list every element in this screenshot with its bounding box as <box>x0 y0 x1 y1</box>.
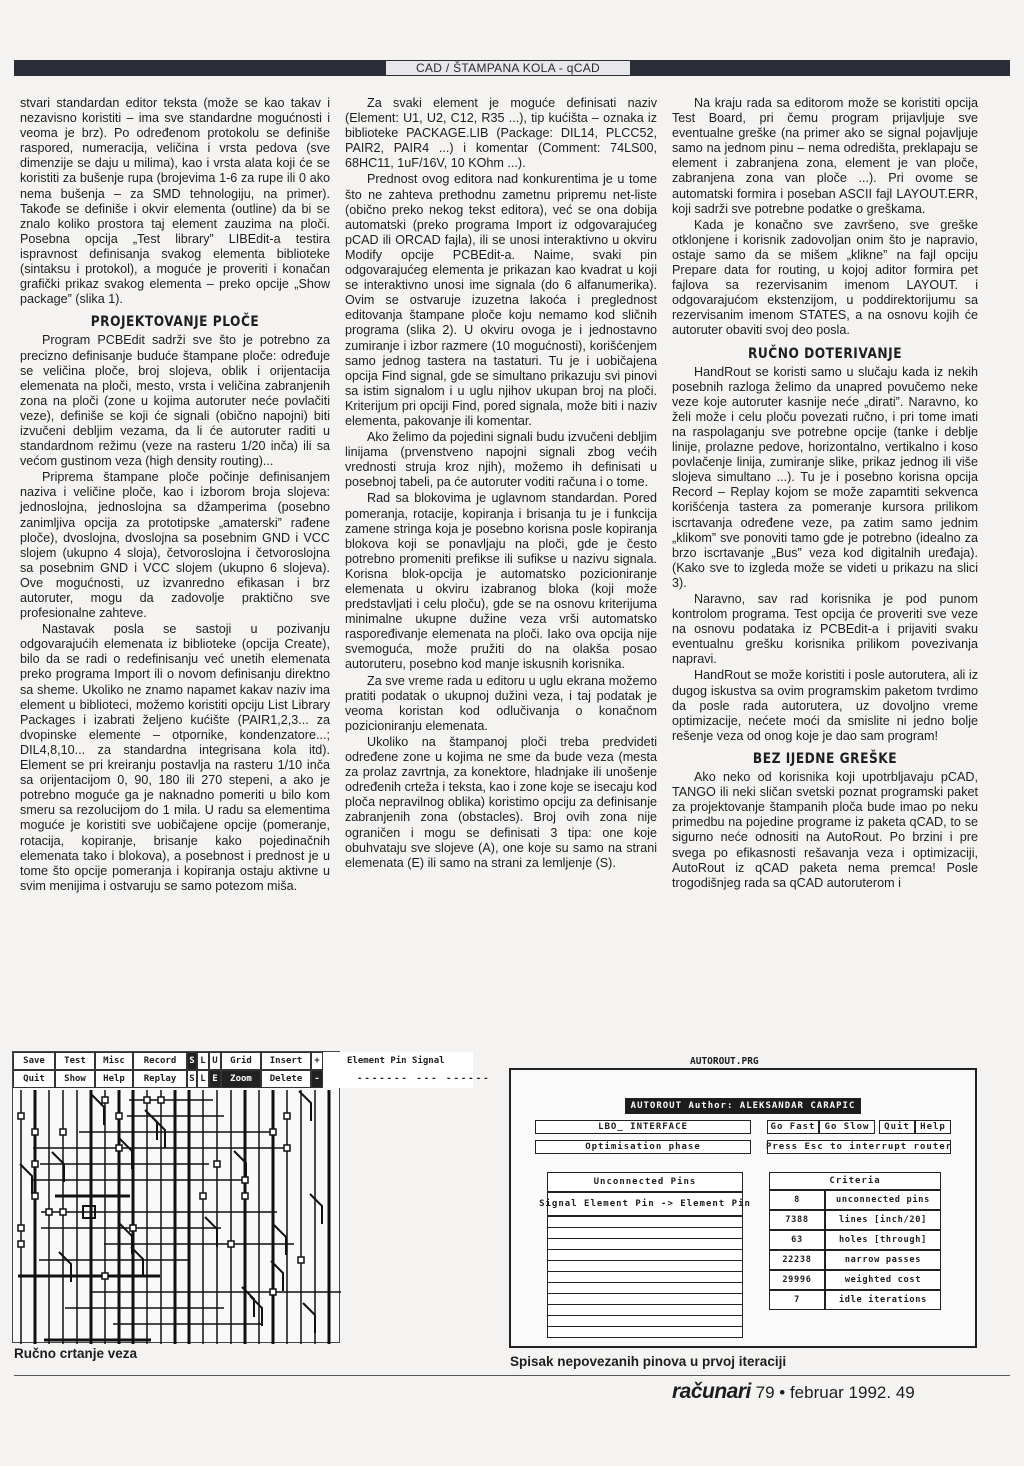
layer-l-toggle[interactable]: L <box>197 1052 209 1070</box>
layer-s-toggle-2[interactable]: S <box>187 1070 197 1088</box>
criteria-label: unconnected pins <box>825 1190 941 1210</box>
criteria-header: Criteria <box>769 1172 941 1190</box>
pad <box>32 1129 38 1135</box>
autorout-title-bar: AUTOROUT Author: ALEKSANDAR CARAPIC <box>625 1098 861 1114</box>
delete-button[interactable]: Delete <box>261 1070 311 1088</box>
paragraph: Na kraju rada sa editorom može se koristiti opcija Test Board, pri čemu program prijavljuje sve eventualne greške (na primer ako se signal pojavljuje samo na jednom pinu – nema odredišta, preklapaju se element i zabranjena zona, element je van ploče, zabranjena zona van ploče ...). Pri ovome se automatski formira i poseban ASCII fajl LAYOUT.ERR, koji sadrži sve potrebne podatke o greškama. <box>672 96 978 216</box>
help-button[interactable]: Help <box>95 1070 133 1088</box>
go-fast-button[interactable]: Go Fast <box>767 1120 819 1134</box>
pad <box>116 1145 122 1151</box>
quit-button[interactable]: Quit <box>13 1070 55 1088</box>
footer-rule <box>14 1375 1010 1376</box>
paragraph: Priprema štampane ploče počinje definisanjem naziva i veličine ploče, kao i izborom broja slojeva: jednoslojna, jednoslojna sa džamperima (posebno zanimljiva opcija za prototipske „amaterski” rađene ploče), dvoslojna, dvoslojna sa posebnim GND i VCC slojem (ukupno 4 sloja), četvoroslojna i četvoroslojna sa posebnim GND i VCC slojem (ukupno 6 slojeva). Ove mogućnosti, uz izvanredno efikasan i brz autoruter, mogu da zadovolje praktično sve profesionalne zahteve. <box>20 470 330 621</box>
pad <box>116 1113 122 1119</box>
pad <box>242 1193 248 1199</box>
pad <box>242 1177 248 1183</box>
pcb-routing-canvas[interactable] <box>13 1090 341 1344</box>
figure-handrout-screen <box>12 1051 491 1343</box>
layer-l-toggle-2[interactable]: L <box>197 1070 209 1088</box>
status-header: Element Pin Signal <box>323 1052 473 1070</box>
pad <box>228 1241 234 1247</box>
unconnected-pins-list[interactable] <box>547 1216 743 1338</box>
esc-hint: Press Esc to interrupt router <box>765 1142 953 1152</box>
heading-projektovanje: PROJEKTOVANJE PLOČE <box>90 314 260 331</box>
pad <box>214 1161 220 1167</box>
pad <box>60 1209 66 1215</box>
paragraph: HandRout se može koristiti i posle autorutera, ali iz dugog iskustva sa ovim programskim paketom tvrdimo da posle rada autorutera, uz dovoljno vreme optimizacije, nećete moći da smislite ni jedno bolje rešenje veza od onog koje je dao sam program! <box>672 668 978 743</box>
diagonal-trace <box>52 1152 64 1182</box>
pad <box>32 1193 38 1199</box>
status-values: ------- --- ------ <box>323 1070 473 1088</box>
heading-rucno-doterivanje: RUČNO DOTERIVANJE <box>747 345 903 362</box>
paragraph: Nastavak posla se sastoji u pozivanju odgovarajućih elemenata iz biblioteke (opcija Create), bilo da se radi o redefinisanju već unetih elemenata preko programa Import ili o novom definisanju direktno sa sheme. Ukoliko ne znamo napamet kakav naziv ima element u biblioteci, možemo koristiti opciju List Library Packages i izabrati željeno kućište (PAIR1,2,3... za dvopinske elemente – otpornike, kondenzatore...; DIL4,8,10... za standardna integrisana kola itd). Element se pri kreiranju postavlja na rasteru 1/10 inča sa orijentacijom 0, 90, 180 ili 270 stepeni, a ako je potrebno moguće ga je naknadno pomeriti u bilo kom smeru sa rezolucijom do 1 mila. U radu sa elementima moguće je koristiti sve uobičajene opcije (pomeranje, rotacija, kopiranje, brisanje kako pojedinačnih elemenata tako i blokova), a posebnost i prednost je u tome što opcije pomeranja i kopiranja ostaju aktivne u svim menijima i ostvaruju se samo potezom miša. <box>20 622 330 893</box>
help-button[interactable]: Help <box>915 1120 951 1134</box>
criteria-value: 8 <box>769 1190 825 1210</box>
column-2 <box>345 96 657 871</box>
diagonal-trace <box>310 1194 322 1224</box>
figure-2-caption: Spisak nepovezanih pinova u prvoj iteraciji <box>510 1354 787 1369</box>
paragraph: Ako želimo da pojedini signali budu izvučeni debljim linijama (prvenstveno napojni signali zbog većih vrednosti struja kroz njih), možemo ih definisati u posebnoj tabeli, pa će autoruter voditi računa i o tome. <box>345 430 657 490</box>
criteria-table <box>769 1190 941 1310</box>
zoom-out-button[interactable]: - <box>311 1070 323 1088</box>
pad <box>158 1097 164 1103</box>
diagonal-trace <box>274 1225 286 1255</box>
layer-s-toggle[interactable]: S <box>187 1052 197 1070</box>
grid-button[interactable]: Grid <box>221 1052 261 1070</box>
paragraph: HandRout se koristi samo u slučaju kada iz nekih posebnih razloga želimo da unapred povučemo neke veze koje autoruter kasnije neće „dirati”. Naravno, ko želi može i celu ploču povezati ručno, i pri tome imati na raspolaganju sve potrebne opcije (tanke i deblje linije, prolazne pedove, horizontalno, vertikalno i koso povlačenje linija, zumiranje slike, prikaz jednog ili više slojeva simultano ...). Tu je i posebno korisna opcija Record – Replay kojom se može zapamtiti sekvenca korišćenja tastera za pomeranje kursora prilikom iscrtavanja određene veze, pa zatim samo jednim „klikom” sve ponoviti tamo gde je potrebno (idealno za brzo iscrtavanje „Bus” veza kod digitalnih uređaja). (Kako sve to izgleda može se videti u prikazu na slici 3). <box>672 364 978 590</box>
diagonal-trace <box>303 1303 315 1333</box>
show-button[interactable]: Show <box>55 1070 95 1088</box>
criteria-value: 7 <box>769 1290 825 1310</box>
diagonal-trace <box>20 1164 32 1194</box>
quit-button[interactable]: Quit <box>879 1120 915 1134</box>
page-number: 49 <box>895 1383 915 1402</box>
criteria-label: holes [through] <box>825 1230 941 1250</box>
criteria-label: weighted cost <box>825 1270 941 1290</box>
paragraph: Kada je konačno sve završeno, sve greške otklonjene i korisnik zadovoljan onim što je napravio, ostaje samo da se mišem „klikne” na fajl opciju Prepare data for routing, u kojoj aditor formira pet fajlova sa rezervisanim imenom LAYOUT. i odgovarajućom ekstenzijom, u poddirektorijumu sa rezervisanim imenom STATES, a na osnovu kojih će autoruter obaviti svoj deo posla. <box>672 217 978 338</box>
unconnected-pins-header: Unconnected Pins <box>547 1172 743 1192</box>
paragraph: Rad sa blokovima je uglavnom standardan. Pored pomeranja, rotacije, kopiranja i brisanja tu je i funkcija zamene stringa koja je posebno korisna posle kopiranja blokova koji se ponavljaju na ploči, gde je često potrebno promeniti prefikse ili sufikse u nazivu signala. Korisna blok-opcija je automatsko pozicioniranje elemenata u okviru izabranog bloka (koji može predstavljati i celu ploču), gde se na osnovu kriterijuma minimalne ukupne dužine veza vrši automatsko raspoređivanje elemenata na ploči. Iako ova opcija nije svemoguća, može pružiti do na olakša posao autoruteru, posebno kod manje iskusnih korisnika. <box>345 491 657 672</box>
zoom-button[interactable]: Zoom <box>221 1070 261 1088</box>
pad <box>130 1225 136 1231</box>
replay-button[interactable]: Replay <box>133 1070 187 1088</box>
paragraph: Naravno, sav rad korisnika je pod punom kontrolom programa. Test opcija će proveriti sve veze na osnovu podataka iz PCBEdit-a i prijaviti svaku eventualnu grešku korisnika prilikom povezivanja napravi. <box>672 592 978 667</box>
paragraph: Za svaki element je moguće definisati naziv (Element: U1, U2, C12, R35 ...), tip kućišta – oznaka iz biblioteke PACKAGE.LIB (Package: DIL14, PLCC52, PAIR2, PAIR4 ...) i komentar (Comment: 74LS00, 68HC11, 1uF/16V, 10 KOhm ...). <box>345 96 657 171</box>
footer-bullet: • <box>779 1383 786 1402</box>
pad <box>32 1161 38 1167</box>
diagonal-trace <box>250 1296 262 1326</box>
pad <box>18 1225 24 1231</box>
pad <box>270 1129 276 1135</box>
paragraph: Ukoliko na štampanoj ploči treba predvideti određene zone u kojima ne sme da bude veza (mesta za prolaz zavrtnja, za konektore, hladnjake ili unošenje određenih crteža i teksta, kao i zone koje se isecaju kod ploča nepravilnog oblika) koristimo opciju za definisanje zabranjenih zona (obstacles). Broj ovih zona nije ograničen i mogu se definisati 3 tipa: one koje obuhvataju sve slojeve (A), one koje su samo na strani elemenata (E) ili samo na strani za lemljenje (S). <box>345 734 657 870</box>
diagonal-trace <box>153 1118 165 1148</box>
criteria-label: idle iterations <box>825 1290 941 1310</box>
go-slow-button[interactable]: Go Slow <box>819 1120 875 1134</box>
pad <box>200 1193 206 1199</box>
lbo-interface-label: LBO_ INTERFACE <box>535 1120 751 1134</box>
pad <box>144 1097 150 1103</box>
pad <box>60 1129 66 1135</box>
figure-1-caption: Ručno crtanje veza <box>14 1346 138 1361</box>
criteria-value: 22238 <box>769 1250 825 1270</box>
pad <box>46 1209 52 1215</box>
figure-autorout-screen <box>509 1068 977 1348</box>
pin-columns-header: Signal Element Pin -> Element Pin <box>547 1192 743 1216</box>
heading-bez-greske: BEZ IJEDNE GREŠKE <box>752 750 898 767</box>
paragraph: Program PCBEdit sadrži sve što je potrebno za precizno definisanje buduće štampane ploče: određuje se veličina ploče, broj slojeva, oblik i orijentacija elemenata na ploči, mesto, vrsta i veličina zabranjenih zona na ploči (zone u kojima autoruter neće povlačiti veze), definiše se koji će signali (obično napojni) biti izvučeni debljim vezama, da li će autoruter raditi u standardnom režimu (veze na rasteru 1/20 inča) ili sa većom gustinom veza (high density routing)... <box>20 333 330 469</box>
section-title: CAD / ŠTAMPANA KOLA - qCAD <box>386 61 630 75</box>
optimisation-phase-label: Optimisation phase <box>535 1140 751 1154</box>
misc-button[interactable]: Misc <box>95 1052 133 1070</box>
pad <box>102 1097 108 1103</box>
record-button[interactable]: Record <box>133 1052 187 1070</box>
criteria-value: 29996 <box>769 1270 825 1290</box>
paragraph: Za sve vreme rada u editoru u uglu ekrana možemo pratiti podatak o ukupnoj dužini veza, i taj podatak je veoma koristan kod odlučivanja o konačnom pozicioniranju elemenata. <box>345 673 657 733</box>
criteria-label: lines [inch/20] <box>825 1210 941 1230</box>
pad <box>284 1113 290 1119</box>
pad <box>18 1113 24 1119</box>
zoom-in-button[interactable]: + <box>311 1052 323 1070</box>
column-1 <box>20 96 330 894</box>
pad <box>102 1273 108 1279</box>
issue-number: 79 <box>755 1383 775 1402</box>
pad <box>284 1145 290 1151</box>
page-footer <box>672 1380 915 1404</box>
layer-e-toggle[interactable]: E <box>209 1070 221 1088</box>
magazine-name: računari <box>672 1380 751 1403</box>
paragraph: stvari standardan editor teksta (može se kao takav i nezavisno koristiti – ima sve standardne mogućnosti i veoma je brz). Po određenom protokolu se definiše raspored, numeracija, veličina i vrsta pedova (sve dimenzije se daju u milima), kao i vrsta alata koji će se koristiti za bušenje rupa (brojevima 1-6 za rupe ili 0 ako nema bušenja – za SMD tehnologiju, na primer). Takođe se definiše i okvir elementa (outline) da bi se znalo koliko prostora taj element zauzima na ploči. Posebna opcija „Test library” LIBEdit-a testira ispravnost definisanja svakog elementa biblioteke (sintaksu i protokol), a moguće je proveriti i konačan grafički prikaz svakog elementa – preko opcije „Show package” (slika 1). <box>20 96 330 307</box>
handrout-toolbar <box>13 1052 497 1088</box>
pad <box>298 1257 304 1263</box>
criteria-value: 7388 <box>769 1210 825 1230</box>
autorout-filename: AUTOROUT.PRG <box>690 1056 759 1067</box>
save-button[interactable]: Save <box>13 1052 55 1070</box>
paragraph: Prednost ovog editora nad konkurentima je u tome što ne zahteva prethodnu zametnu pripremu net-liste (obično preko nekog tekst editora), već se ona dobija automatski (preko programa Import iz odgovarajućeg pCAD ili ORCAD fajla), ili se unosi interaktivno u okviru Modify opcije PCBEdit-a. Naime, svaki pin odgovarajućeg elementa je prikazan kao kvadrat u koji se interaktivno unosi ime signala (do 6 alfanumerika). Ovim se ostvaruje izuzetna lakoća i preglednost editovanja štampane ploče koju nemamo kod sličnih programa (slika 2). U okviru ovoga je i jednostavno zumiranje i izbor razmere (10 mogućnosti), korišćenjem samo jednog tastera na tastaturi. Tu je i uobičajena opcija Find signal, gde se simultano prikazuju svi pinovi sa istim signalom i u uglu njihov ukupan broj na ploči. Kriterijum pri opciji Find, pored signala, može biti i naziv elementa, pakovanje ili komentar. <box>345 172 657 428</box>
layer-u-toggle[interactable]: U <box>209 1052 221 1070</box>
criteria-label: narrow passes <box>825 1250 941 1270</box>
test-button[interactable]: Test <box>55 1052 95 1070</box>
criteria-value: 63 <box>769 1230 825 1250</box>
insert-button[interactable]: Insert <box>261 1052 311 1070</box>
paragraph: Ako neko od korisnika koji upotrbljavaju pCAD, TANGO ili neki sličan svetski poznat programski paket za projektovanje štampanih ploča bude imao po neku primedbu na pojedine programe iz paketa qCAD, to se sigurno neće odnositi na AutoRout. Po brzini i pre svega po efikasnosti rešavanja veza i optimizaciji, AutoRout iz qCAD paketa nema premca! Posle trogodišnjeg rada sa qCAD autoruterom i <box>672 770 978 890</box>
column-3 <box>672 96 978 891</box>
diagonal-trace <box>205 1217 217 1247</box>
issue-date: februar 1992. <box>789 1383 892 1402</box>
pad <box>18 1241 24 1247</box>
pad <box>270 1289 276 1295</box>
